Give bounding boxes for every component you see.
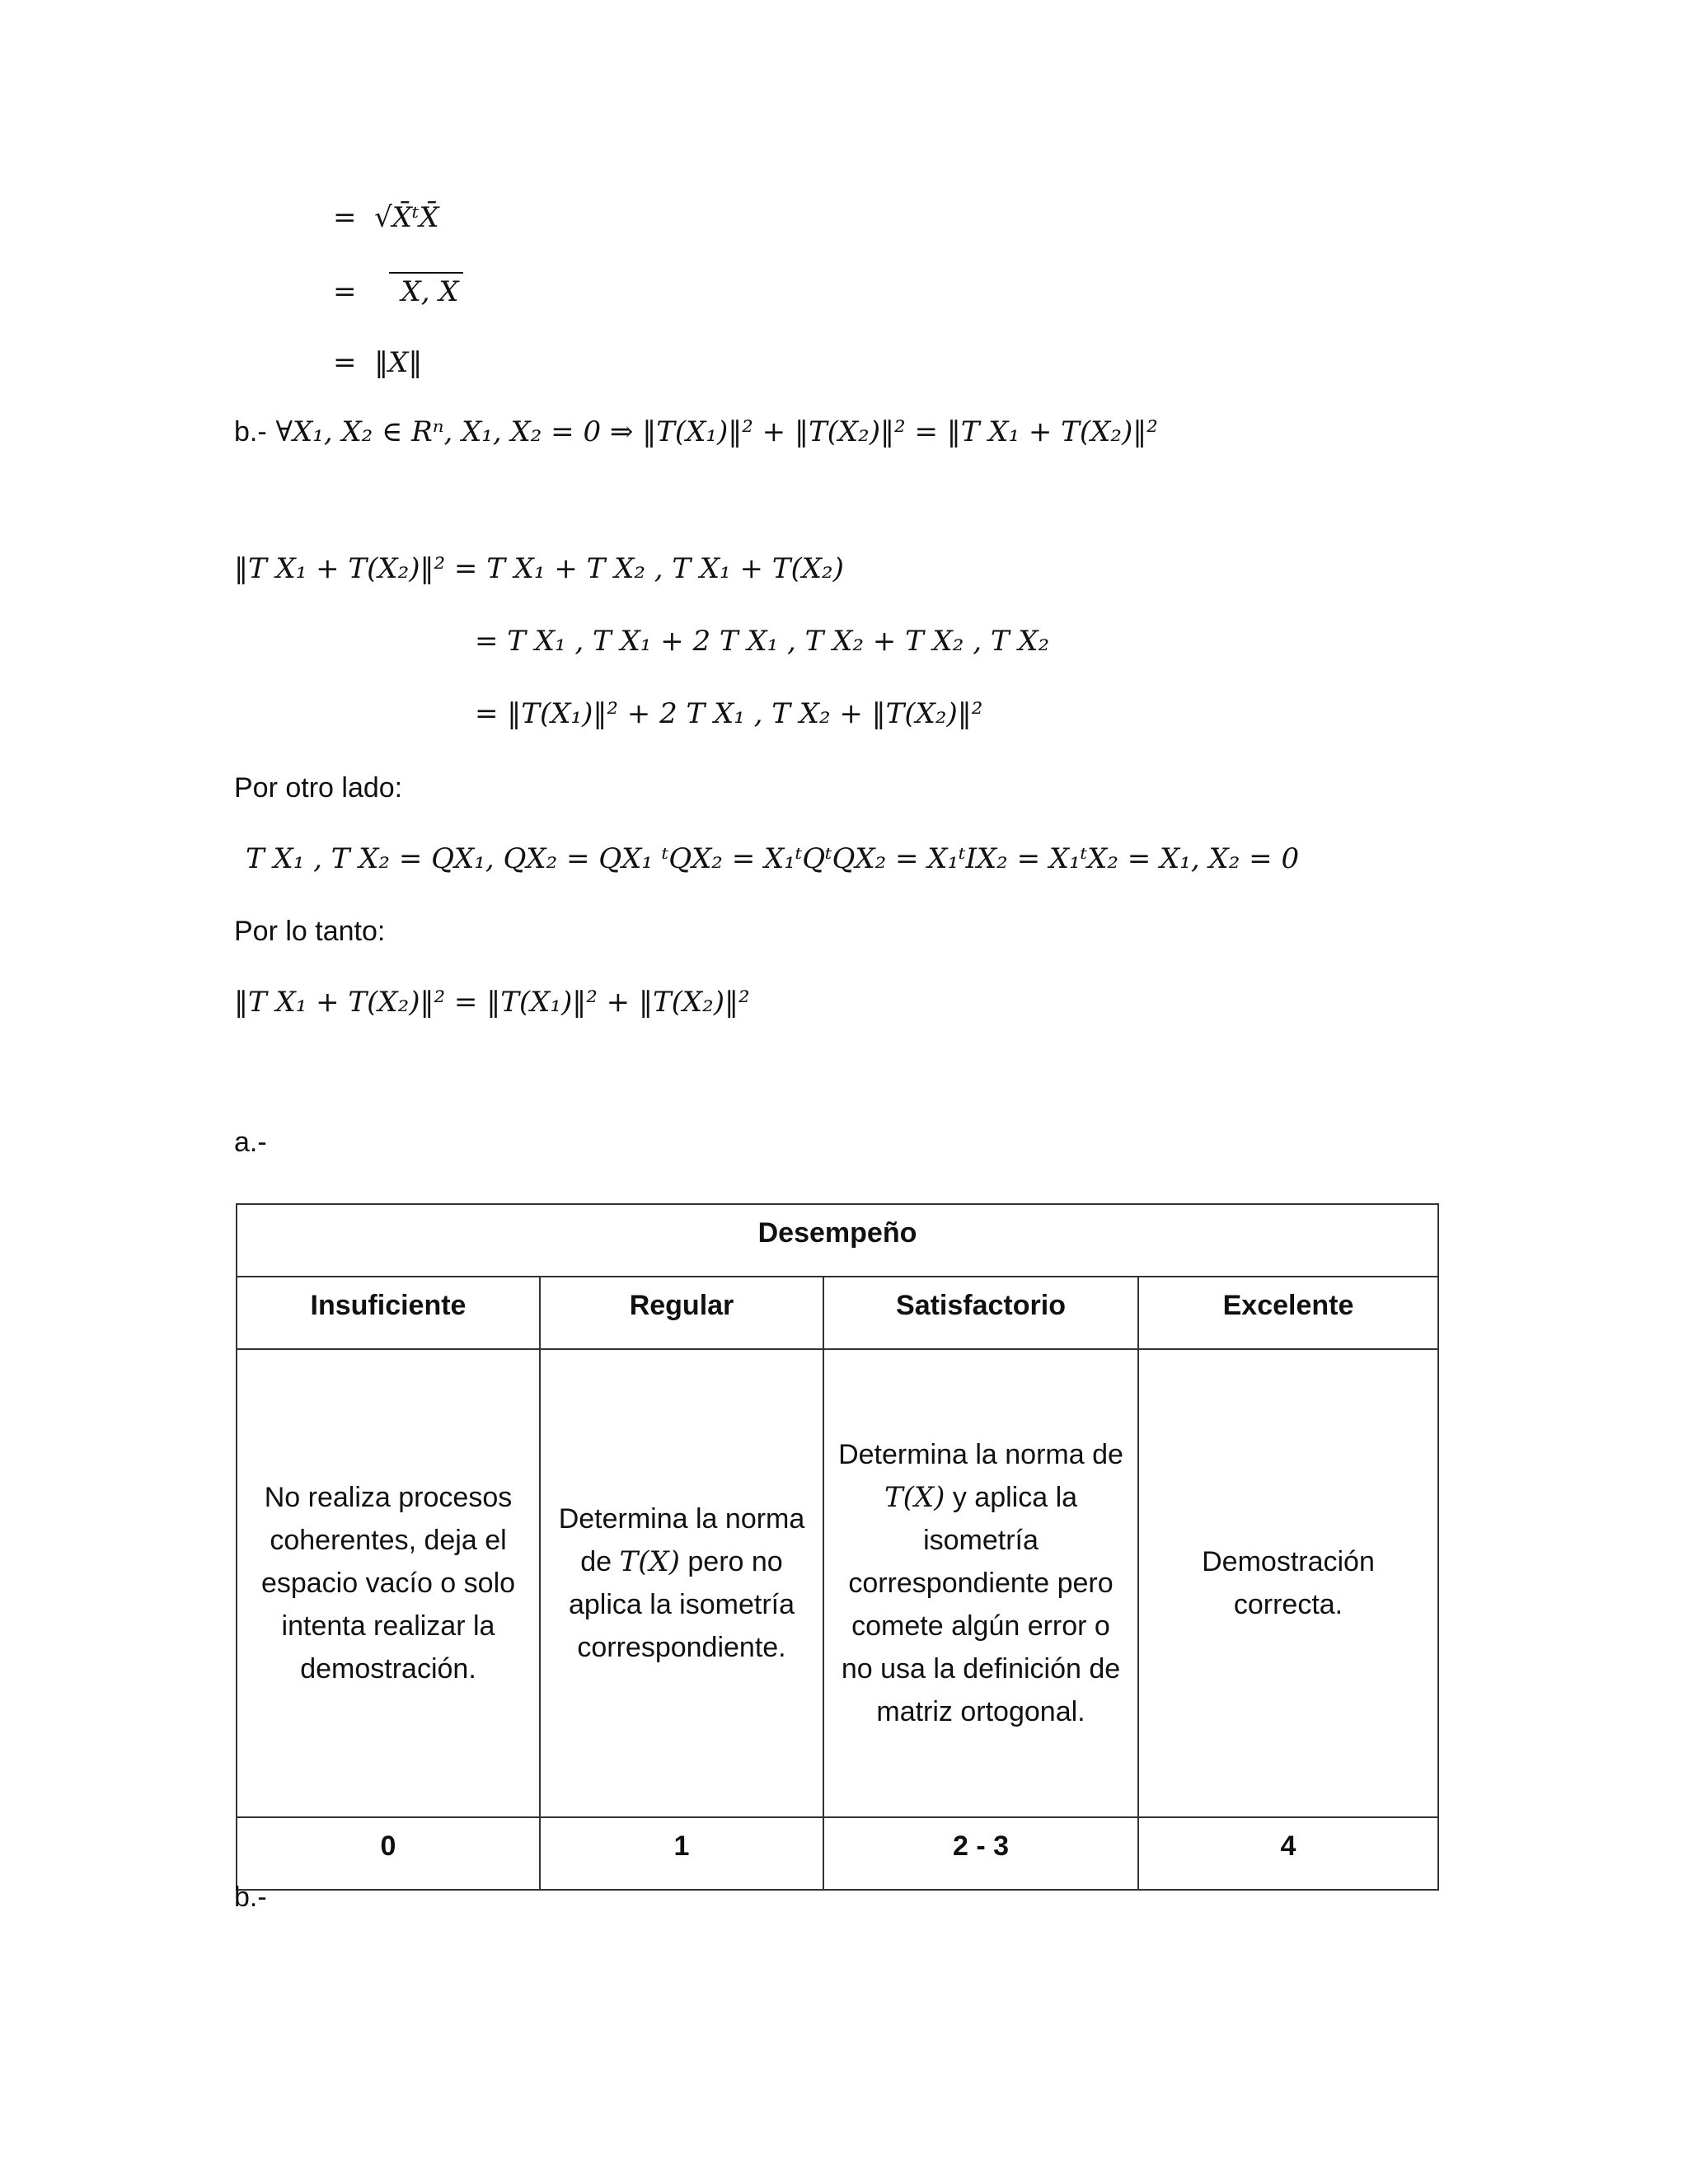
equation-line-1 [333, 199, 439, 236]
inner-product-expression: X, X [401, 275, 459, 308]
description-insuficiente: No realiza procesos coherentes, deja el espacio vacío o solo intenta realizar la demostración. [237, 1349, 540, 1817]
section-label: b.- [234, 416, 267, 448]
description-regular-text-a: Determina la norma de [558, 1503, 805, 1577]
derivation-line-2: = T X₁ , T X₁ + 2 T X₁ , T X₂ + T X₂ , T X₂ [475, 625, 1050, 658]
section-b-label: b.- [234, 1882, 267, 1913]
derivation-line-3: = ‖T(X₁)‖² + 2 T X₁ , T X₂ + ‖T(X₂)‖² [475, 697, 983, 730]
equals-sign: = [333, 201, 357, 234]
sqrt-expression: √X̄ᵗX̄ [374, 201, 439, 234]
rubric-header: Desempeño [237, 1204, 1438, 1277]
statement-b [234, 414, 1158, 450]
conclusion-equation: ‖T X₁ + T(X₂)‖² = ‖T(X₁)‖² + ‖T(X₂)‖² [234, 986, 750, 1019]
rubric-header-row [237, 1204, 1438, 1277]
rubric-columns-row [237, 1277, 1438, 1349]
equation-line-2 [333, 274, 459, 310]
por-otro-lado-text: Por otro lado: [234, 772, 403, 804]
score-regular: 1 [540, 1817, 823, 1890]
score-excelente: 4 [1138, 1817, 1438, 1890]
column-regular: Regular [540, 1277, 823, 1349]
orthogonality-derivation: T X₁ , T X₂ = QX₁, QX₂ = QX₁ ᵗQX₂ = X₁ᵗQᵗQX₂ = X₁ᵗIX₂ = X₁ᵗX₂ = X₁, X₂ = 0 [246, 842, 1300, 875]
rubric-table [236, 1203, 1439, 1891]
equation-line-3 [333, 344, 422, 381]
description-regular [540, 1349, 823, 1817]
derivation-line-1: ‖T X₁ + T(X₂)‖² = T X₁ + T X₂ , T X₁ + T(X₂) [234, 552, 844, 585]
equals-sign: = [333, 346, 357, 379]
rubric-scores-row [237, 1817, 1438, 1890]
section-a-label: a.- [234, 1127, 267, 1158]
description-regular-text-b: pero no aplica la isometría correspondiente. [568, 1546, 795, 1663]
statement-expression: ∀X₁, X₂ ∈ Rⁿ, X₁, X₂ = 0 ⇒ ‖T(X₁)‖² + ‖T(X₂)‖² = ‖T X₁ + T(X₂)‖² [275, 415, 1158, 448]
column-insuficiente: Insuficiente [237, 1277, 540, 1349]
rubric-descriptions-row [237, 1349, 1438, 1817]
score-satisfactorio: 2 - 3 [823, 1817, 1138, 1890]
description-satisfactorio-math: T(X) [884, 1481, 945, 1514]
column-excelente: Excelente [1138, 1277, 1438, 1349]
description-excelente: Demostración correcta. [1138, 1349, 1438, 1817]
description-satisfactorio-text-b: y aplica la isometría correspondiente pero comete algún error o no usa la definición de matriz ortogonal. [841, 1482, 1121, 1727]
column-satisfactorio: Satisfactorio [823, 1277, 1138, 1349]
description-satisfactorio [823, 1349, 1138, 1817]
description-regular-math: T(X) [619, 1545, 680, 1578]
score-insuficiente: 0 [237, 1817, 540, 1890]
por-lo-tanto-text: Por lo tanto: [234, 916, 386, 947]
norm-expression: ‖X‖ [374, 346, 423, 379]
description-satisfactorio-text-a: Determina la norma de [838, 1439, 1123, 1470]
equals-sign: = [333, 275, 357, 308]
